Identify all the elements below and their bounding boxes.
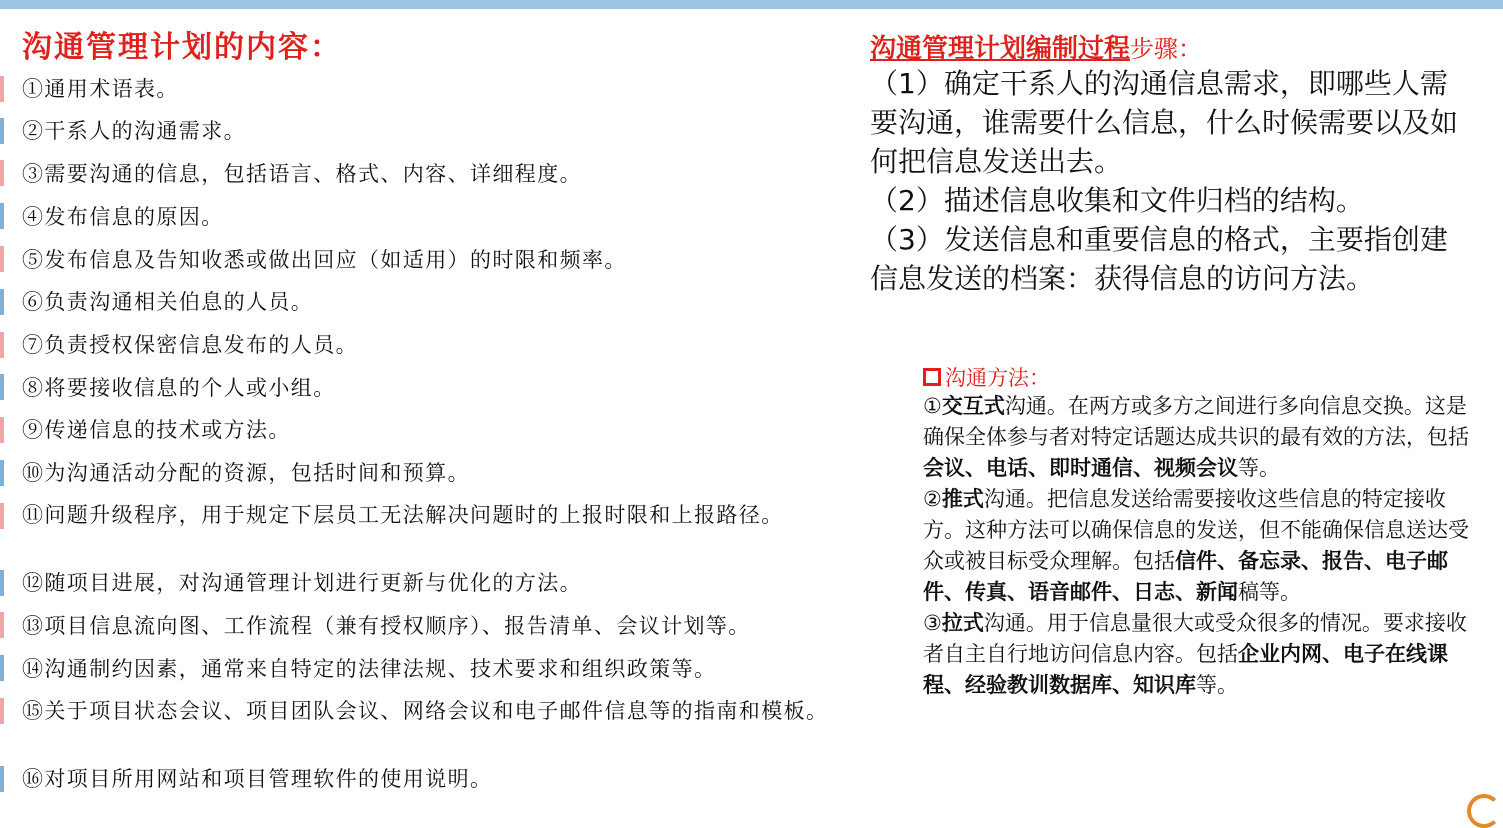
methods-heading: [923, 362, 1050, 392]
step-item: （2）描述信息收集和文件归档的结构。: [870, 184, 1364, 217]
method-end: 等。: [1238, 456, 1280, 480]
method-push: [923, 484, 1483, 608]
page-number-badge-icon: [1467, 794, 1501, 828]
method-desc: 沟通。把信息发送给需要接收这些信息的特定接收方。这种方法可以确保信息的发送，但不能确保信息送达受众或被目标受众理解。包括: [923, 487, 1469, 573]
list-item: ④发布信息的原因。: [22, 205, 224, 229]
list-item: ⑪问题升级程序，用于规定下层员工无法解决问题时的上报时限和上报路径。: [22, 503, 784, 527]
edge-marker: [0, 698, 4, 724]
process-steps: [870, 64, 1470, 298]
edge-marker: [0, 503, 4, 529]
process-title: 沟通管理计划编制过程: [870, 34, 1131, 64]
edge-marker: [0, 570, 4, 596]
edge-marker: [0, 655, 4, 681]
methods-list: [923, 391, 1483, 701]
method-end: 稿等。: [1238, 580, 1301, 604]
edge-marker: [0, 612, 4, 638]
method-examples: 会议、电话、即时通信、视频会议: [923, 456, 1238, 480]
list-item: ⑯对项目所用网站和项目管理软件的使用说明。: [22, 767, 493, 791]
edge-marker: [0, 76, 4, 102]
method-end: 等。: [1196, 673, 1238, 697]
edge-marker: [0, 374, 4, 400]
list-item: ⑤发布信息及告知收悉或做出回应（如适用）的时限和频率。: [22, 248, 627, 272]
method-desc: 沟通。在两方或多方之间进行多向信息交换。这是确保全体参与者对特定话题达成共识的最有效的方法，包括: [923, 394, 1469, 449]
method-name: 拉式: [941, 611, 984, 635]
left-section-title: 沟通管理计划的内容：: [22, 30, 342, 65]
edge-marker: [0, 766, 4, 792]
checkbox-square-icon: [923, 368, 941, 386]
step-item: （1）确定干系人的沟通信息需求，即哪些人需要沟通，谁需要什么信息，什么时候需要以及如何把信息发送出去。: [870, 67, 1459, 178]
list-item: ①通用术语表。: [22, 77, 179, 101]
edge-marker: [0, 246, 4, 272]
method-number: ③: [923, 611, 942, 635]
list-item: ⑭沟通制约因素，通常来自特定的法律法规、技术要求和组织政策等。: [22, 657, 717, 681]
edge-marker: [0, 203, 4, 229]
edge-marker: [0, 460, 4, 486]
method-number: ②: [923, 487, 942, 511]
method-name: 推式: [941, 487, 984, 511]
list-item: ⑫随项目进展，对沟通管理计划进行更新与优化的方法。: [22, 571, 582, 595]
top-accent-bar: [0, 0, 1503, 9]
list-item: ②干系人的沟通需求。: [22, 119, 246, 143]
list-item: ⑩为沟通活动分配的资源，包括时间和预算。: [22, 461, 470, 485]
list-item: ⑥负责沟通相关伯息的人员。: [22, 290, 314, 314]
method-pull: [923, 608, 1483, 701]
method-examples: 信件、备忘录、报告、电子邮件、传真、语音邮件、日志、新闻: [923, 549, 1448, 604]
methods-heading-label: 沟通方法：: [945, 366, 1050, 390]
method-number: ①: [923, 394, 942, 418]
right-section-title: [870, 28, 1202, 65]
method-name: 交互式: [941, 394, 1005, 418]
step-item: （3）发送信息和重要信息的格式，主要指创建信息发送的档案：获得信息的访问方法。: [870, 223, 1448, 295]
edge-marker: [0, 160, 4, 186]
list-item: ⑮关于项目状态会议、项目团队会议、网络会议和电子邮件信息等的指南和模板。: [22, 699, 829, 723]
list-item: ⑨传递信息的技术或方法。: [22, 418, 291, 442]
method-examples: 企业内网、电子在线课程、经验教训数据库、知识库: [923, 642, 1448, 697]
list-item: ③需要沟通的信息，包括语言、格式、内容、详细程度。: [22, 162, 582, 186]
edge-marker: [0, 417, 4, 443]
edge-marker: [0, 118, 4, 144]
list-item: ⑦负责授权保密信息发布的人员。: [22, 333, 358, 357]
list-item: ⑧将要接收信息的个人或小组。: [22, 376, 336, 400]
edge-marker: [0, 289, 4, 315]
method-interactive: [923, 391, 1483, 484]
edge-marker: [0, 332, 4, 358]
list-item: ⑬项目信息流向图、工作流程（兼有授权顺序）、报告清单、会议计划等。: [22, 614, 751, 638]
method-desc: 沟通。用于信息量很大或受众很多的情况。要求接收者自主自行地访问信息内容。包括: [923, 611, 1467, 666]
process-title-suffix: 步骤：: [1130, 35, 1203, 63]
